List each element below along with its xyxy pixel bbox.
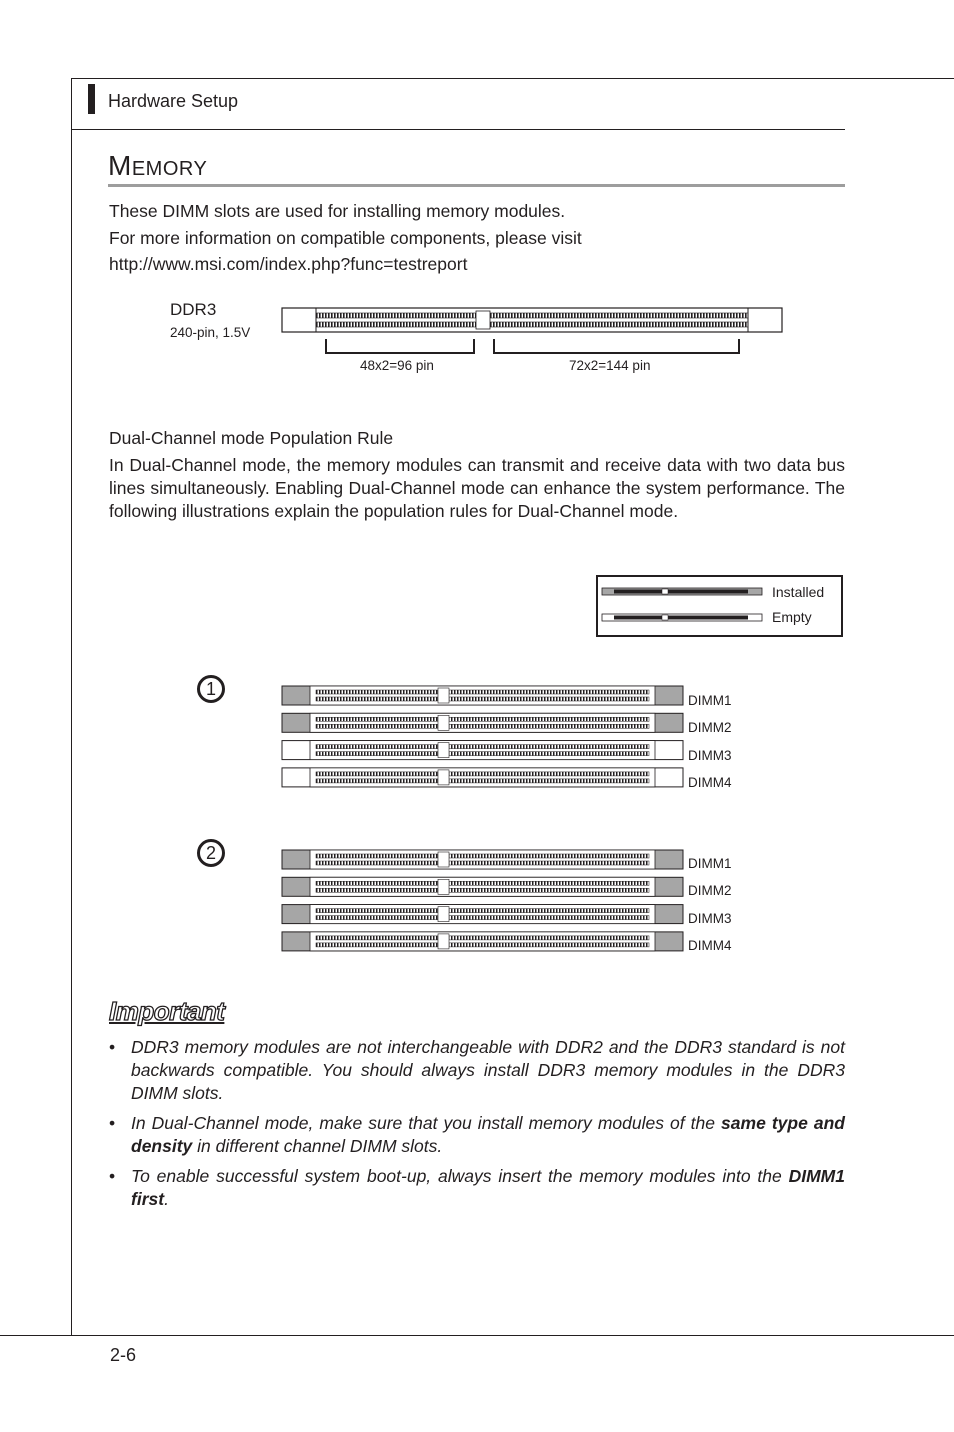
important-bullets bbox=[109, 1036, 845, 1218]
header-underline bbox=[71, 129, 845, 130]
legend-installed-label: Installed bbox=[772, 584, 825, 600]
ddr3-label: DDR3 bbox=[170, 300, 217, 319]
config-1-slot-1 bbox=[282, 686, 683, 705]
ddr3-slot-diagram bbox=[280, 305, 786, 357]
config-2-dimm4-label: DIMM4 bbox=[688, 938, 732, 953]
config-2-slot-3 bbox=[282, 905, 683, 924]
config-2-dimm3-label: DIMM3 bbox=[688, 911, 732, 926]
page-number: 2-6 bbox=[110, 1345, 137, 1365]
config-1-slots bbox=[280, 684, 686, 794]
bullet-3 bbox=[109, 1165, 845, 1211]
legend-installed-swatch bbox=[602, 588, 762, 595]
intro-link[interactable]: http://www.msi.com/index.php?func=testreport bbox=[109, 254, 468, 274]
intro-line-1: These DIMM slots are used for installing memory modules. bbox=[109, 201, 566, 221]
bullet-3-bold: DIMM1 first bbox=[131, 1166, 845, 1209]
legend-empty-swatch bbox=[602, 614, 762, 621]
section-title-rule bbox=[108, 184, 845, 187]
config-1-dimm3-label: DIMM3 bbox=[688, 748, 732, 763]
bullet-dot: • bbox=[109, 1166, 116, 1186]
bullet-3-pre: To enable successful system boot-up, always insert the memory modules into the bbox=[131, 1166, 789, 1186]
important-heading: Important bbox=[109, 996, 225, 1026]
header-title: Hardware Setup bbox=[108, 91, 239, 111]
bullet-1 bbox=[109, 1036, 845, 1105]
top-rule bbox=[71, 78, 954, 79]
config-2-slot-2 bbox=[282, 877, 683, 896]
bullet-2-post: in different channel DIMM slots. bbox=[192, 1136, 443, 1156]
config-2-dimm1-label: DIMM1 bbox=[688, 856, 732, 871]
config-1-dimm1-label: DIMM1 bbox=[688, 693, 732, 708]
config-1-slot-3 bbox=[282, 741, 683, 760]
bullet-2-pre: In Dual-Channel mode, make sure that you install memory modules of the bbox=[131, 1113, 722, 1133]
pin-count-left: 48x2=96 pin bbox=[360, 358, 434, 373]
intro-text bbox=[109, 198, 849, 278]
bullet-1-text: DDR3 memory modules are not interchangeable with DDR2 and the DDR3 standard is not backwards compatible. You should always install DDR3 memory modules in the DDR3 DIMM slots. bbox=[131, 1037, 845, 1103]
config-1-slot-4 bbox=[282, 768, 683, 787]
bullet-2-bold: same type and density bbox=[131, 1113, 845, 1156]
bullet-dot: • bbox=[109, 1113, 116, 1133]
legend-empty-label: Empty bbox=[772, 609, 812, 625]
config-1-slot-2 bbox=[282, 713, 683, 732]
section-title: Memory bbox=[108, 150, 208, 181]
config-2-slot-1 bbox=[282, 850, 683, 869]
bullet-2 bbox=[109, 1112, 845, 1158]
left-margin-rule bbox=[71, 78, 72, 1336]
config-1-dimm2-label: DIMM2 bbox=[688, 720, 732, 735]
bullet-dot: • bbox=[109, 1037, 116, 1057]
config-1-dimm4-label: DIMM4 bbox=[688, 775, 732, 790]
pin-count-right: 72x2=144 pin bbox=[569, 358, 651, 373]
dual-channel-heading: Dual-Channel mode Population Rule bbox=[109, 428, 394, 448]
legend-swatches bbox=[600, 586, 766, 626]
bullet-3-post: . bbox=[164, 1189, 169, 1209]
header-marker-bar bbox=[88, 84, 95, 114]
dual-channel-paragraph: In Dual-Channel mode, the memory modules can transmit and receive data with two data bus lines simultaneously. Enabling Dual-Channel mode can enhance the system performance. The following illustrations explain the population rules for Dual-Channel mode. bbox=[109, 455, 845, 521]
footer-rule bbox=[0, 1335, 954, 1336]
config-2-dimm2-label: DIMM2 bbox=[688, 883, 732, 898]
ddr3-spec: 240-pin, 1.5V bbox=[170, 325, 251, 340]
config-2-number: 2 bbox=[197, 839, 225, 867]
config-2-slot-4 bbox=[282, 932, 683, 951]
intro-line-2: For more information on compatible components, please visit bbox=[109, 227, 582, 248]
config-1-number: 1 bbox=[197, 675, 225, 703]
config-2-slots bbox=[280, 848, 686, 958]
